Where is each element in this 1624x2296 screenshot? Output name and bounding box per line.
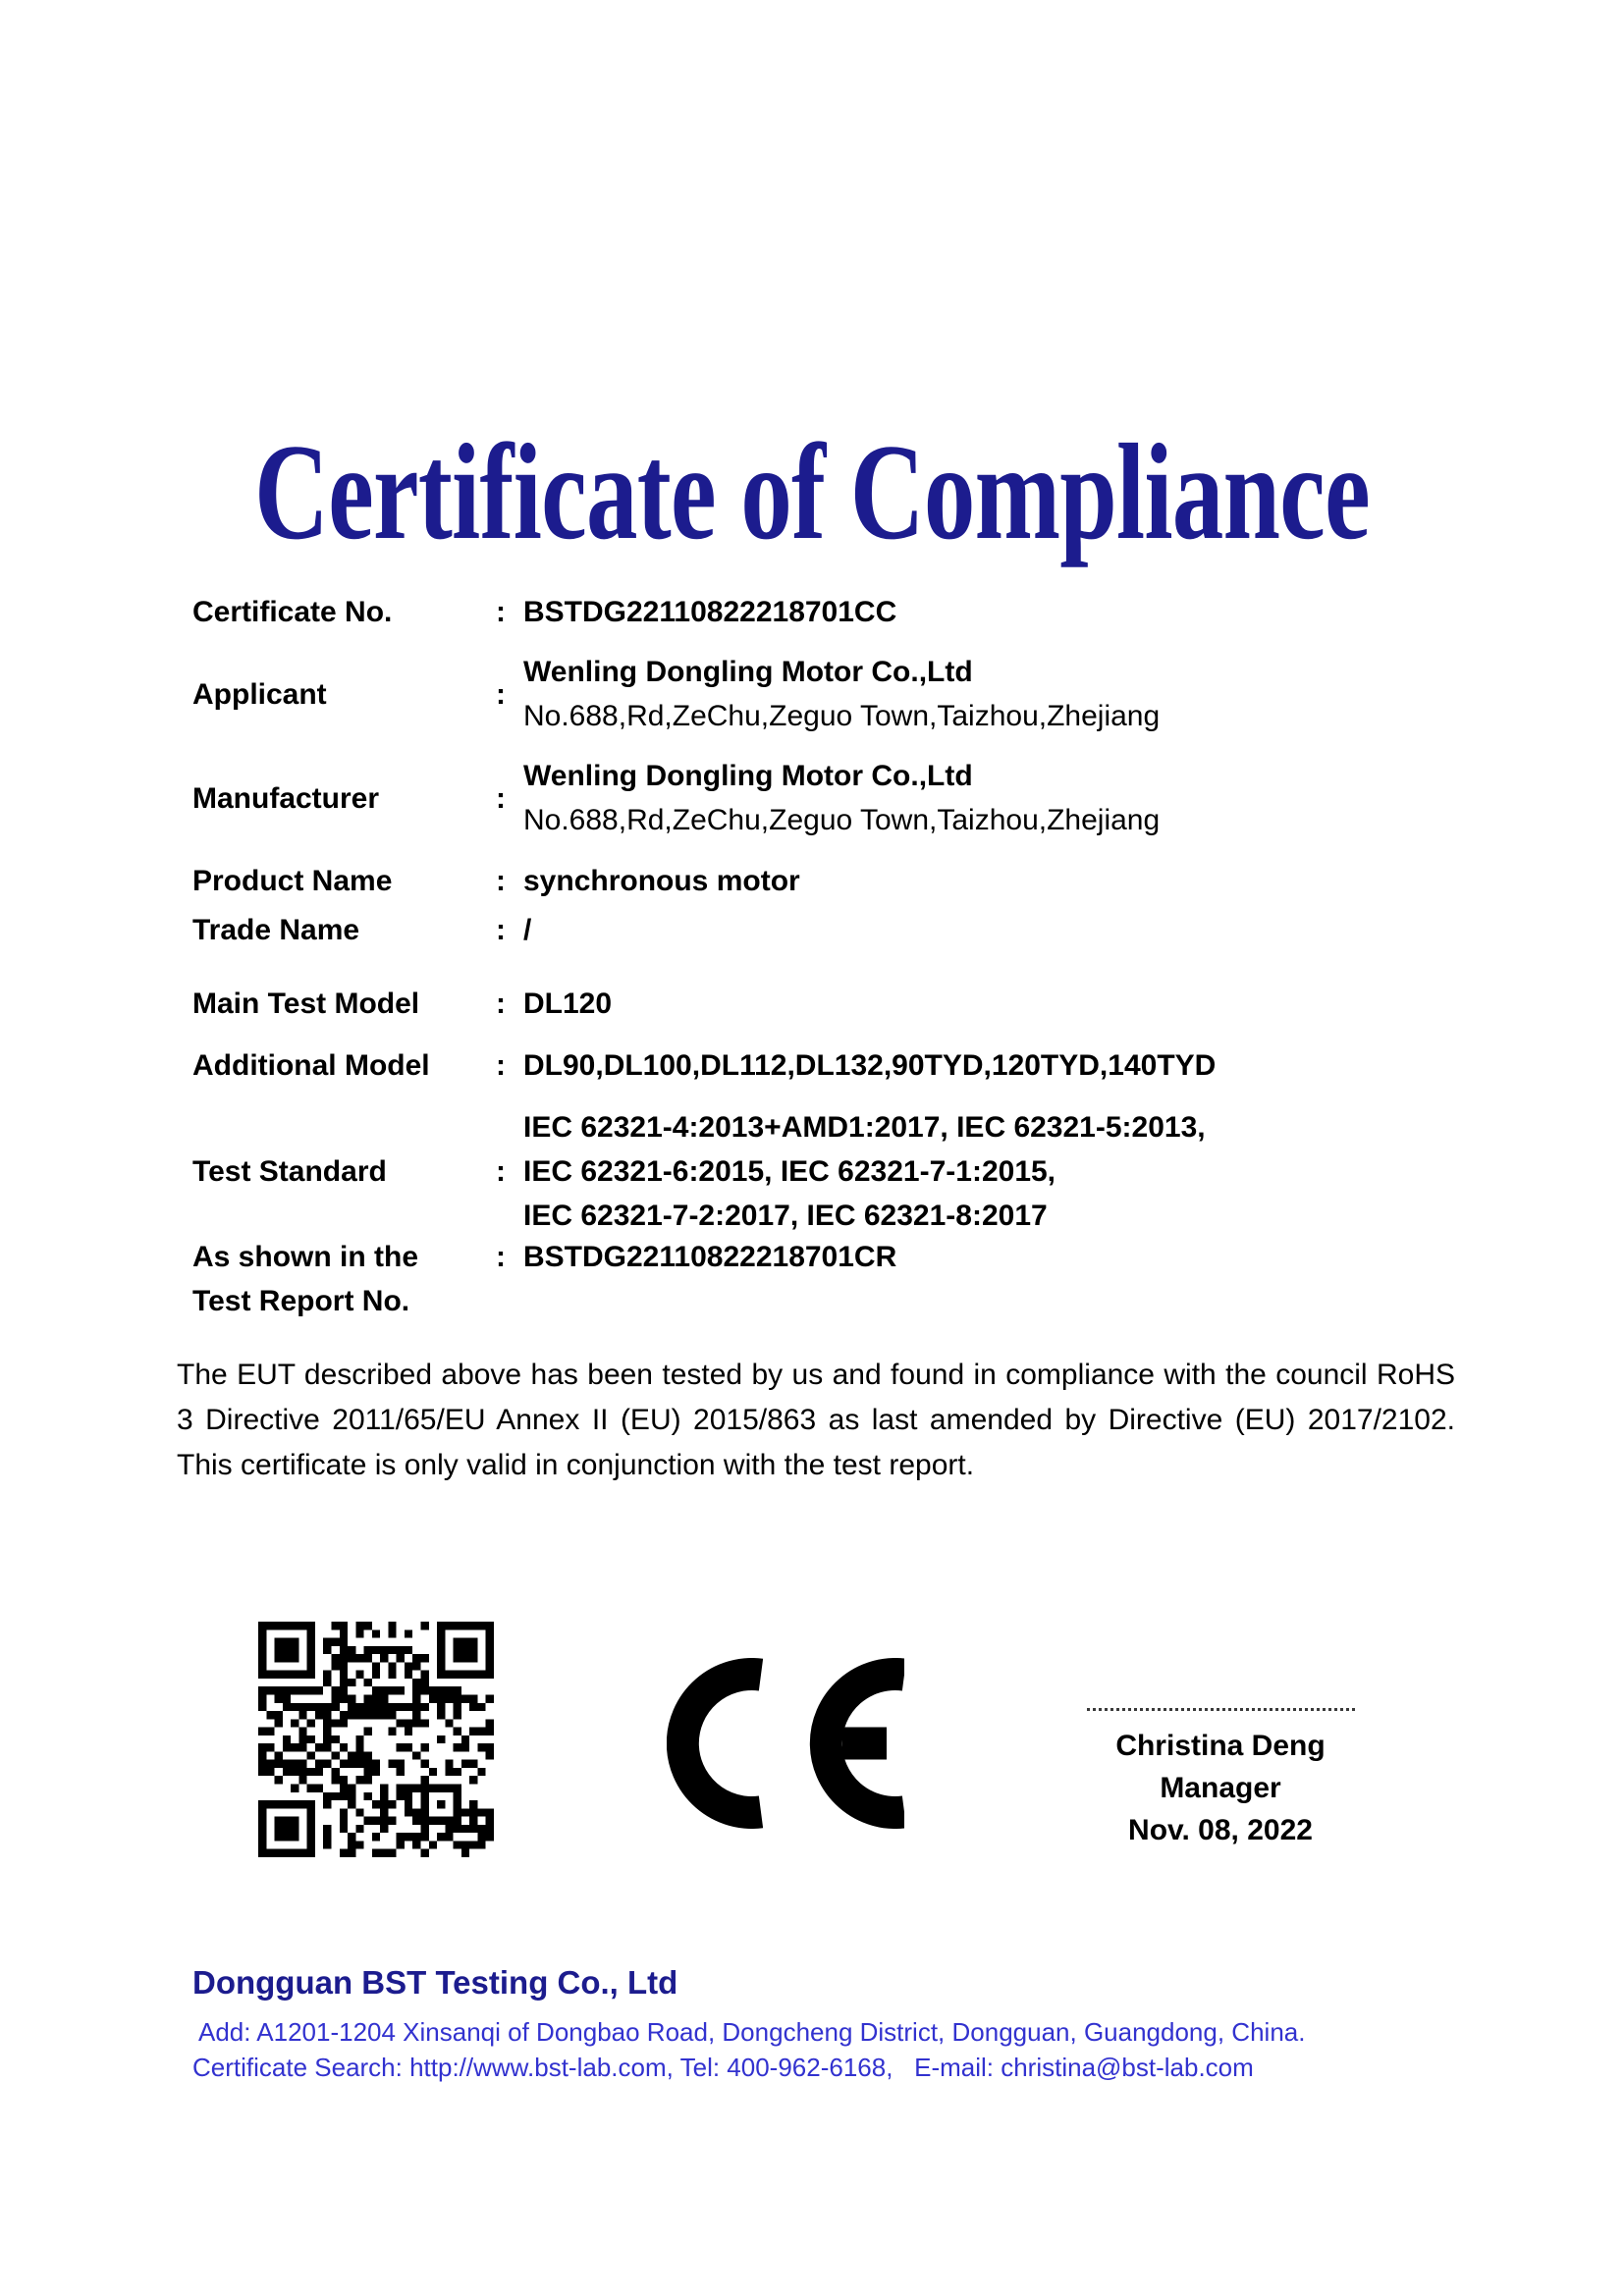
field-value: DL120 bbox=[523, 988, 613, 1020]
field-colon: : bbox=[496, 1241, 506, 1273]
field-label: Certificate No. bbox=[192, 596, 393, 628]
field-row-additional-model bbox=[192, 1043, 1469, 1088]
applicant-name: Wenling Dongling Motor Co.,Ltd bbox=[523, 656, 973, 688]
field-colon: : bbox=[496, 596, 506, 628]
field-label: As shown in the bbox=[192, 1241, 419, 1273]
field-row-certificate-no bbox=[192, 590, 1469, 634]
field-label: Applicant bbox=[192, 677, 327, 711]
field-colon: : bbox=[496, 677, 506, 711]
field-row-test-report-no bbox=[192, 1235, 1469, 1323]
field-row-manufacturer bbox=[192, 754, 1469, 842]
lab-address: Add: A1201-1204 Xinsanqi of Dongbao Road, Dongcheng District, Dongguan, Guangdong, China. bbox=[198, 2017, 1306, 2047]
field-value: synchronous motor bbox=[523, 865, 800, 897]
field-label: Main Test Model bbox=[192, 988, 420, 1020]
lab-contact-line: Certificate Search: http://www.bst-lab.com, Tel: 400-962-6168, E-mail: christina@bst-lab.com bbox=[192, 2053, 1254, 2082]
compliance-statement: The EUT described above has been tested by us and found in compliance with the council RoHS 3 Directive 2011/65/EU Annex II (EU) 2015/863 as last amended by Directive (EU) 2017/2102. This certificate is only valid in conjunction with the test report. bbox=[177, 1359, 1455, 1481]
signatory-name: Christina Deng bbox=[1115, 1730, 1326, 1762]
field-row-main-test-model bbox=[192, 982, 1469, 1026]
field-label: Trade Name bbox=[192, 914, 360, 946]
ce-mark-icon bbox=[667, 1658, 904, 1829]
lab-company-name: Dongguan BST Testing Co., Ltd bbox=[192, 1964, 678, 2001]
signatory-role: Manager bbox=[1160, 1772, 1281, 1804]
field-colon: : bbox=[496, 1049, 506, 1082]
field-value: DL90,DL100,DL112,DL132,90TYD,120TYD,140TYD bbox=[523, 1049, 1217, 1082]
field-value: / bbox=[523, 914, 532, 946]
test-standard-line: IEC 62321-6:2015, IEC 62321-7-1:2015, bbox=[523, 1155, 1056, 1188]
field-value: BSTDG22110822218701CC bbox=[523, 596, 897, 628]
field-row-trade-name bbox=[192, 908, 1469, 952]
field-label: Manufacturer bbox=[192, 781, 380, 815]
manufacturer-address: No.688,Rd,ZeChu,Zeguo Town,Taizhou,Zhejiang bbox=[523, 804, 1161, 836]
qr-code bbox=[258, 1622, 494, 1857]
field-value: BSTDG22110822218701CR bbox=[523, 1241, 897, 1273]
field-colon: : bbox=[496, 988, 506, 1020]
test-standard-line: IEC 62321-4:2013+AMD1:2017, IEC 62321-5:2013, bbox=[523, 1111, 1206, 1144]
field-row-test-standard bbox=[192, 1105, 1469, 1238]
signature-block bbox=[1024, 1708, 1417, 1851]
field-row-product-name bbox=[192, 859, 1469, 903]
field-label: Test Standard bbox=[192, 1155, 387, 1188]
field-colon: : bbox=[496, 865, 506, 897]
field-colon: : bbox=[496, 781, 506, 815]
signature-date: Nov. 08, 2022 bbox=[1128, 1814, 1313, 1846]
field-colon: : bbox=[496, 1155, 506, 1188]
field-colon: : bbox=[496, 914, 506, 946]
field-label: Product Name bbox=[192, 865, 393, 897]
field-row-applicant bbox=[192, 650, 1469, 738]
test-standard-line: IEC 62321-7-2:2017, IEC 62321-8:2017 bbox=[523, 1200, 1048, 1232]
field-label: Test Report No. bbox=[192, 1285, 410, 1317]
manufacturer-name: Wenling Dongling Motor Co.,Ltd bbox=[523, 760, 973, 792]
applicant-address: No.688,Rd,ZeChu,Zeguo Town,Taizhou,Zhejiang bbox=[523, 700, 1161, 732]
field-label: Additional Model bbox=[192, 1049, 430, 1082]
signature-dotted-line bbox=[1087, 1708, 1355, 1711]
certificate-title: Certificate of Compliance bbox=[254, 416, 1370, 568]
